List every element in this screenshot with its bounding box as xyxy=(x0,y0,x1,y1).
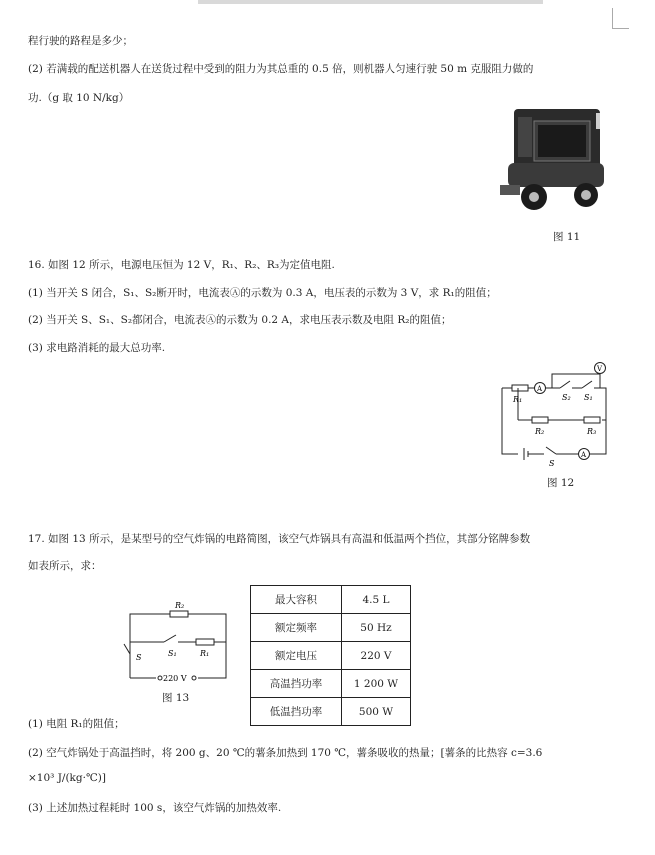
table-cell: 220 V xyxy=(342,642,411,670)
r3-label: R₃ xyxy=(587,427,597,436)
table-row xyxy=(251,642,411,670)
spec-table xyxy=(250,585,411,726)
table-cell: 高温挡功率 xyxy=(251,670,342,698)
figure-13-caption: 图 13 xyxy=(162,692,190,704)
table-cell: 50 Hz xyxy=(342,614,411,642)
table-cell: 低温挡功率 xyxy=(251,698,342,726)
question-17-part-2: (2) 空气炸锅处于高温挡时，将 200 g、20 ℃的薯条加热到 170 ℃，薯条吸收的热量；[薯条的比热容 c=3.6 xyxy=(28,747,543,759)
table-cell: 4.5 L xyxy=(342,586,411,614)
question-17-line-2: 如表所示，求： xyxy=(28,560,102,572)
table-row xyxy=(251,586,411,614)
question-16-part-3: (3) 求电路消耗的最大总功率. xyxy=(28,342,166,354)
r1-label-13: R₁ xyxy=(200,649,210,658)
s1-label: S₁ xyxy=(584,393,593,402)
table-row xyxy=(251,614,411,642)
text-line-2: (2) 若满载的配送机器人在送货过程中受到的阻力为其总重的 0.5 倍，则机器人匀速行驶 50 m 克服阻力做的 xyxy=(28,63,534,75)
table-row xyxy=(251,698,411,726)
s2-label: S₂ xyxy=(562,393,571,402)
question-17-part-3: (3) 上述加热过程耗时 100 s，该空气炸锅的加热效率. xyxy=(28,802,282,814)
voltmeter-symbol: V xyxy=(597,365,603,373)
question-16-part-1: (1) 当开关 S 闭合，S₁、S₂断开时，电流表Ⓐ的示数为 0.3 A，电压表的示数为 3 V，求 R₁的阻值； xyxy=(28,287,497,299)
text-line-3: 功.（g 取 10 N/kg） xyxy=(28,92,130,104)
circuit-diagram-13 xyxy=(118,602,233,686)
r2-label: R₂ xyxy=(535,427,545,436)
page-corner-mark xyxy=(612,8,629,29)
delivery-robot-image xyxy=(500,103,610,221)
figure-12-caption: 图 12 xyxy=(547,477,575,489)
question-16-part-2: (2) 当开关 S、S₁、S₂都闭合，电流表Ⓐ的示数为 0.2 A，求电压表示数及电阻 R₂的阻值； xyxy=(28,314,452,326)
table-row xyxy=(251,670,411,698)
table-cell: 500 W xyxy=(342,698,411,726)
s1-label-13: S₁ xyxy=(168,649,177,658)
table-cell: 额定电压 xyxy=(251,642,342,670)
text-line-1: 程行驶的路程是多少； xyxy=(28,35,133,47)
question-17-part-1: (1) 电阻 R₁的阻值； xyxy=(28,718,125,730)
circuit-diagram-12 xyxy=(498,360,618,470)
r2-label-13: R₂ xyxy=(175,602,185,610)
ammeter-symbol-2: A xyxy=(581,451,587,459)
figure-11-caption: 图 11 xyxy=(553,231,581,243)
s-label-13: S xyxy=(136,653,142,662)
question-17-part-2-cont: ×10³ J/(kg·℃)] xyxy=(28,772,106,784)
s-label: S xyxy=(549,459,555,468)
top-edge-bar xyxy=(198,0,543,4)
question-16: 16. 如图 12 所示，电源电压恒为 12 V，R₁、R₂、R₃为定值电阻. xyxy=(28,259,335,271)
supply-voltage-label: 220 V xyxy=(163,674,187,683)
table-cell: 额定频率 xyxy=(251,614,342,642)
table-cell: 1 200 W xyxy=(342,670,411,698)
ammeter-symbol: A xyxy=(537,385,543,393)
table-cell: 最大容积 xyxy=(251,586,342,614)
question-17-line-1: 17. 如图 13 所示，是某型号的空气炸锅的电路简图，该空气炸锅具有高温和低温两个挡位，其部分铭牌参数 xyxy=(28,533,531,545)
r1-label: R₁ xyxy=(513,395,523,404)
